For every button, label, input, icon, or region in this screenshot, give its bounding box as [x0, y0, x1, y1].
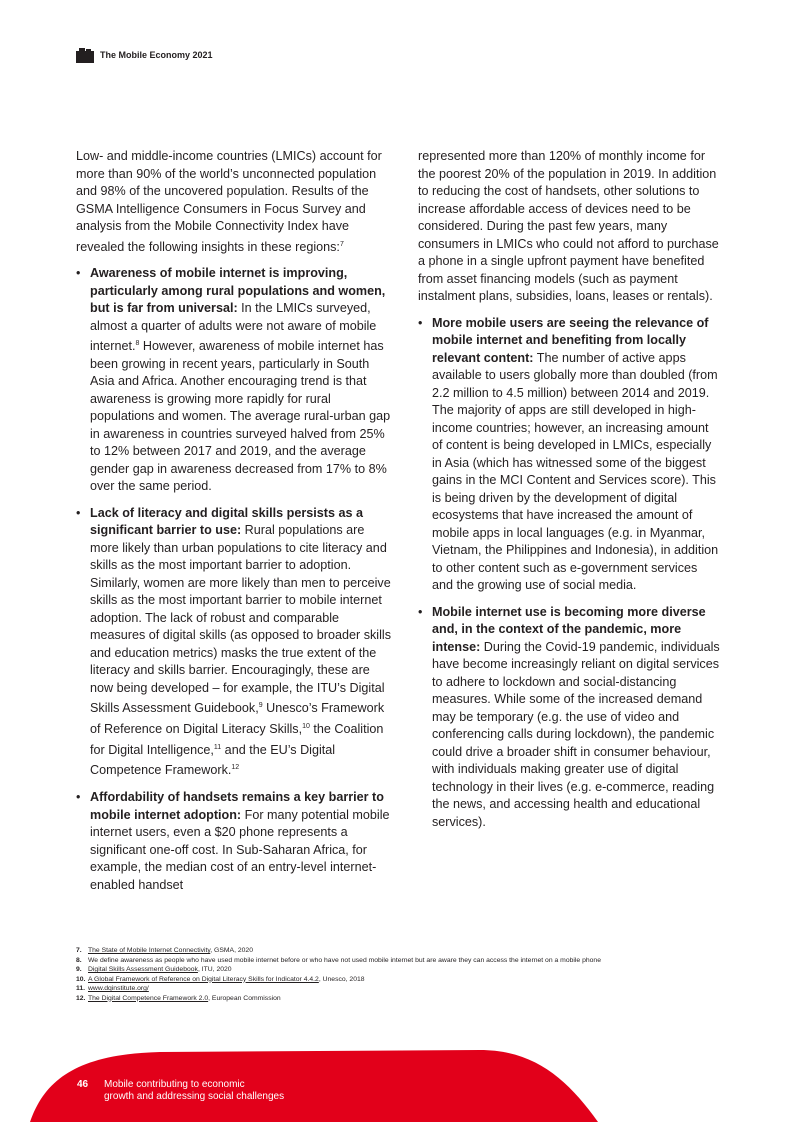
insights-list	[418, 315, 720, 832]
footnote-ref[interactable]: 11	[213, 743, 222, 751]
list-item: • Mobile internet use is becoming more diverse and, in the context of the pandemic, more intense: During the Covid-19 pandemic, individuals have become increasingly reliant on digital services to adhere to lockdown and social-distancing measures. While some of the increased demand may be temporary (e.g. the use of video and conferencing calls during lockdown), the pandemic could drive a broader shift in consumer behaviour, with individuals making greater use of digital technology in their lives (e.g. e-commerce, reading the news, and accessing health and educational services).	[418, 604, 720, 829]
footer-section-title: Mobile contributing to economic growth and addressing social challenges	[104, 1079, 285, 1102]
footnote-link[interactable]: Digital Skills Assessment Guidebook	[88, 966, 198, 973]
page-number: 46	[77, 1079, 89, 1090]
footnotes	[76, 946, 716, 1003]
bullet-icon: •	[76, 266, 81, 281]
list-item: • Lack of literacy and digital skills persists as a significant barrier to use: Rural populations are more likely than urban populations to cite literacy and skills as the most important barrier to adoption. Similarly, women are more likely than men to perceive skills as the most important barrier to mobile internet adoption. The lack of robust and comparable measures of digital skills (as opposed to broader skills and education metrics) masks the true extent of the literacy and skills barrier. Encouragingly, these are now being developed – for example, the ITU’s Digital Skills Assessment Guidebook,$^9$ Unesco’s Framework of Reference on Digital Literacy Skills,$^{10}$ the Coalition for Digital Intelligence,$^{11}$ and the EU’s Digital Competence Framework.$^{12}$	[76, 505, 391, 778]
footnote: 10. A Global Framework of Reference on Digital Literacy Skills for Indicator 4.4.2, Unesco, 2018	[76, 975, 365, 983]
footnote-ref[interactable]: 9	[258, 702, 263, 710]
bullet-icon: •	[76, 790, 81, 805]
footnote: 11. www.dqinstitute.org/	[76, 985, 149, 992]
insights-list	[76, 265, 392, 894]
footnote-ref[interactable]: 7	[339, 240, 344, 248]
intro-paragraph: Low- and middle-income countries (LMICs) account for more than 90% of the world’s unconnected population and 98% of the uncovered population. Results of the GSMA Intelligence Consumers in Focus Survey and analysis from the Mobile Connectivity Index have revealed the following insights in these regions:$^7$	[76, 149, 382, 254]
right-column	[418, 148, 720, 831]
footnote-link[interactable]: A Global Framework of Reference on Digital Literacy Skills for Indicator 4.4.2	[88, 975, 319, 983]
footnote: 12. The Digital Competence Framework 2.0, European Commission	[76, 994, 281, 1002]
gsma-logo-icon	[76, 47, 94, 63]
footnote: 8. We define awareness as people who have used mobile internet before or who have not used mobile internet but are aware they can access the internet on a mobile phone	[76, 956, 601, 964]
report-title: The Mobile Economy 2021	[100, 50, 213, 60]
bullet-icon: •	[76, 505, 81, 520]
list-item: • More mobile users are seeing the relevance of mobile internet and benefiting from locally relevant content: The number of active apps available to users globally more than doubled (from 2.2 million to 4.5 million) between 2014 and 2019. The majority of apps are still developed in high-income countries; however, an increasing amount of content is being developed in LMICs, especially in Asia (which has witnessed some of the biggest gains in the MCI Content and Services score). This is being driven by the development of digital ecosystems that have increased the amount of mobile apps in local languages (e.g. in Myanmar, Vietnam, the Philippines and Indonesia), in addition to other content such as e-government services and the growing use of social media.	[418, 315, 719, 592]
bullet-icon: •	[418, 604, 423, 619]
footnote-link[interactable]: The Digital Competence Framework 2.0	[88, 994, 209, 1002]
left-column	[76, 148, 392, 894]
footnote-link[interactable]: www.dqinstitute.org/	[88, 985, 149, 992]
footnote-ref[interactable]: 12	[231, 764, 240, 772]
list-item: • Awareness of mobile internet is improving, particularly among rural populations and women, but is far from universal: In the LMICs surveyed, almost a quarter of adults were not aware of mobile internet.$^8$ However, awareness of mobile internet has been growing in recent years, particularly in South Asia and Africa. Another encouraging trend is that awareness is growing more rapidly for rural populations and women. The average rural-urban gap in awareness in countries surveyed halved from 25% to 12% between 2017 and 2019, and the average gender gap in awareness decreased from 17% to 8% over the same period.	[76, 266, 391, 494]
footnote-ref[interactable]: 8	[135, 340, 140, 348]
continuation-paragraph: represented more than 120% of monthly income for the poorest 20% of the population in 2019. In addition to reducing the cost of handsets, other solutions to increase affordable access of devices need to be considered. During the past few years, many consumers in LMICs who could not afford to purchase a phone in a single upfront payment have benefited from asset financing models (such as payment instalment plans, subsidies, loans, leases or rentals).	[418, 149, 719, 303]
bullet-icon: •	[418, 315, 423, 330]
footnote-link[interactable]: The State of Mobile Internet Connectivity	[88, 947, 211, 954]
footnote: 7. The State of Mobile Internet Connectivity, GSMA, 2020	[76, 947, 253, 954]
page-header	[76, 46, 213, 64]
footnote: 9. Digital Skills Assessment Guidebook, ITU, 2020	[76, 966, 232, 973]
list-item: • Affordability of handsets remains a key barrier to mobile internet adoption: For many potential mobile internet users, even a $20 phone represents a significant one-off cost. In Sub-Saharan Africa, for example, the median cost of an entry-level internet-enabled handset	[76, 790, 390, 892]
footnote-ref[interactable]: 10	[302, 723, 310, 731]
